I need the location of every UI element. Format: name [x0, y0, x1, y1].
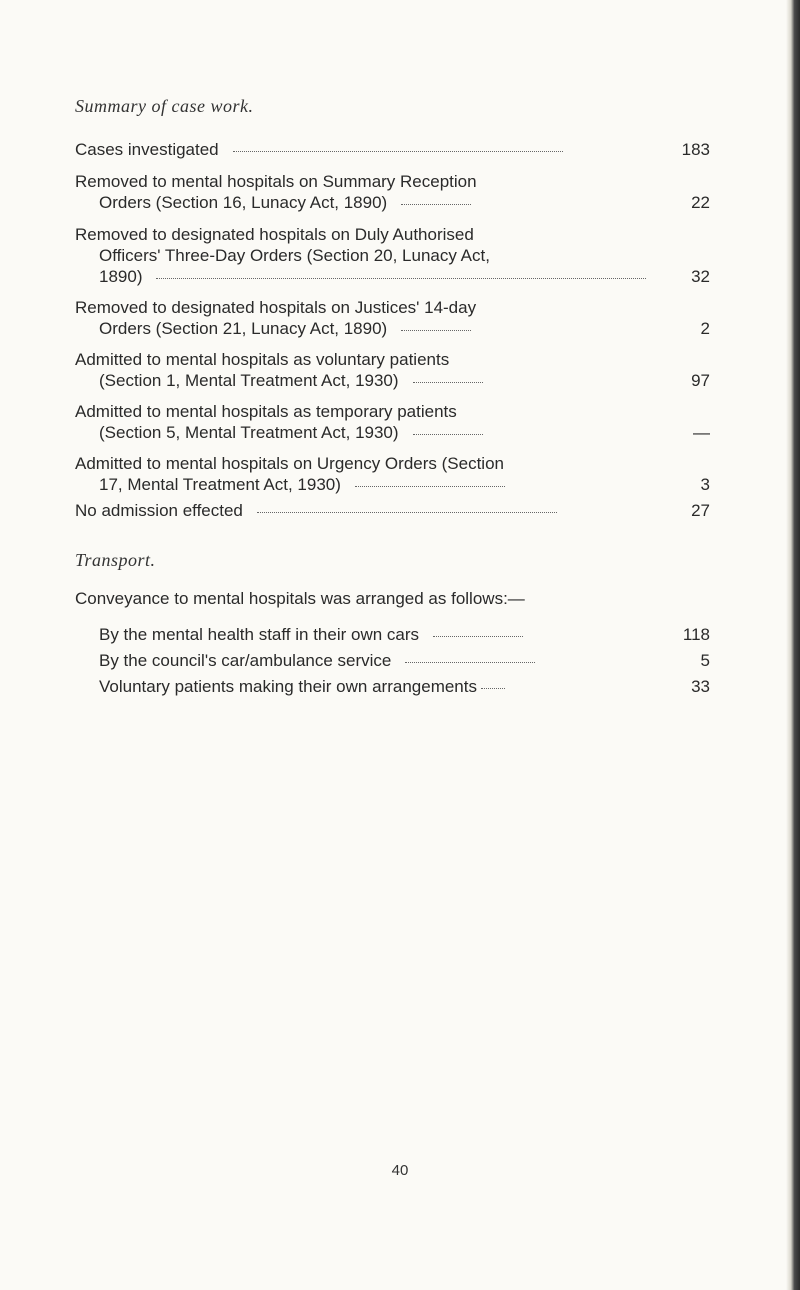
entry-value: 27: [691, 501, 710, 520]
entry-text: Orders (Section 21, Lunacy Act, 1890): [99, 319, 388, 338]
entry-text: By the council's car/ambulance service: [99, 651, 392, 670]
page-edge-shadow: [786, 0, 800, 1290]
leader-dots: [413, 381, 483, 383]
entry-text: Cases investigated: [75, 140, 219, 159]
entry-text: No admission effected: [75, 501, 243, 520]
entry-text: (Section 5, Mental Treatment Act, 1930): [99, 423, 399, 442]
entry-text: Admitted to mental hospitals on Urgency Orders (Section: [75, 454, 504, 473]
entry-value: 118: [682, 625, 710, 644]
entry-value: 183: [681, 140, 710, 159]
summary-heading: Summary of case work.: [75, 96, 254, 116]
leader-dots: [405, 661, 535, 663]
leader-dots: [413, 433, 483, 435]
summary-entry-no-admission: [75, 500, 710, 521]
page-number: 40: [391, 1162, 409, 1179]
leader-dots: [401, 329, 471, 331]
entry-value: 5: [700, 651, 710, 670]
summary-entry-urgency-orders: [75, 453, 710, 495]
entry-value: 3: [700, 475, 710, 494]
leader-dots: [355, 485, 505, 487]
entry-value: —: [693, 423, 710, 442]
summary-entry-three-day-orders: [75, 224, 710, 287]
entry-text: Admitted to mental hospitals as voluntary patients: [75, 350, 450, 369]
entry-text: Admitted to mental hospitals as temporary patients: [75, 402, 457, 421]
entry-text: Officers' Three-Day Orders (Section 20, Lunacy Act,: [99, 246, 490, 265]
summary-entry-justices-orders: [75, 297, 710, 339]
transport-intro: Conveyance to mental hospitals was arranged as follows:—: [75, 589, 525, 608]
entry-text: 1890): [99, 267, 143, 286]
entry-text: Removed to designated hospitals on Duly Authorised: [75, 225, 474, 244]
leader-dots: [433, 635, 523, 637]
entry-value: 22: [691, 193, 710, 212]
transport-entry-own-arrangements: [99, 676, 710, 697]
summary-entry-cases-investigated: [75, 139, 710, 160]
entry-text: Removed to designated hospitals on Justices' 14-day: [75, 298, 477, 317]
entry-value: 33: [691, 677, 710, 696]
entry-value: 32: [691, 267, 710, 286]
entry-text: 17, Mental Treatment Act, 1930): [99, 475, 341, 494]
transport-entry-council-ambulance: [99, 650, 710, 671]
entry-text: (Section 1, Mental Treatment Act, 1930): [99, 371, 399, 390]
leader-dots: [257, 511, 557, 513]
transport-entry-staff-cars: [99, 624, 710, 645]
entry-text: Voluntary patients making their own arrangements: [99, 677, 477, 696]
entry-value: 2: [700, 319, 710, 338]
leader-dots: [481, 687, 505, 689]
summary-entry-voluntary-patients: [75, 349, 710, 391]
summary-entry-temporary-patients: [75, 401, 710, 443]
entry-text: Orders (Section 16, Lunacy Act, 1890): [99, 193, 388, 212]
summary-entry-summary-reception: [75, 171, 710, 213]
entry-value: 97: [691, 371, 710, 390]
leader-dots: [233, 150, 563, 152]
entry-text: Removed to mental hospitals on Summary Reception: [75, 172, 477, 191]
transport-heading: Transport.: [75, 550, 156, 570]
leader-dots: [156, 277, 646, 279]
leader-dots: [401, 203, 471, 205]
entry-text: By the mental health staff in their own cars: [99, 625, 420, 644]
